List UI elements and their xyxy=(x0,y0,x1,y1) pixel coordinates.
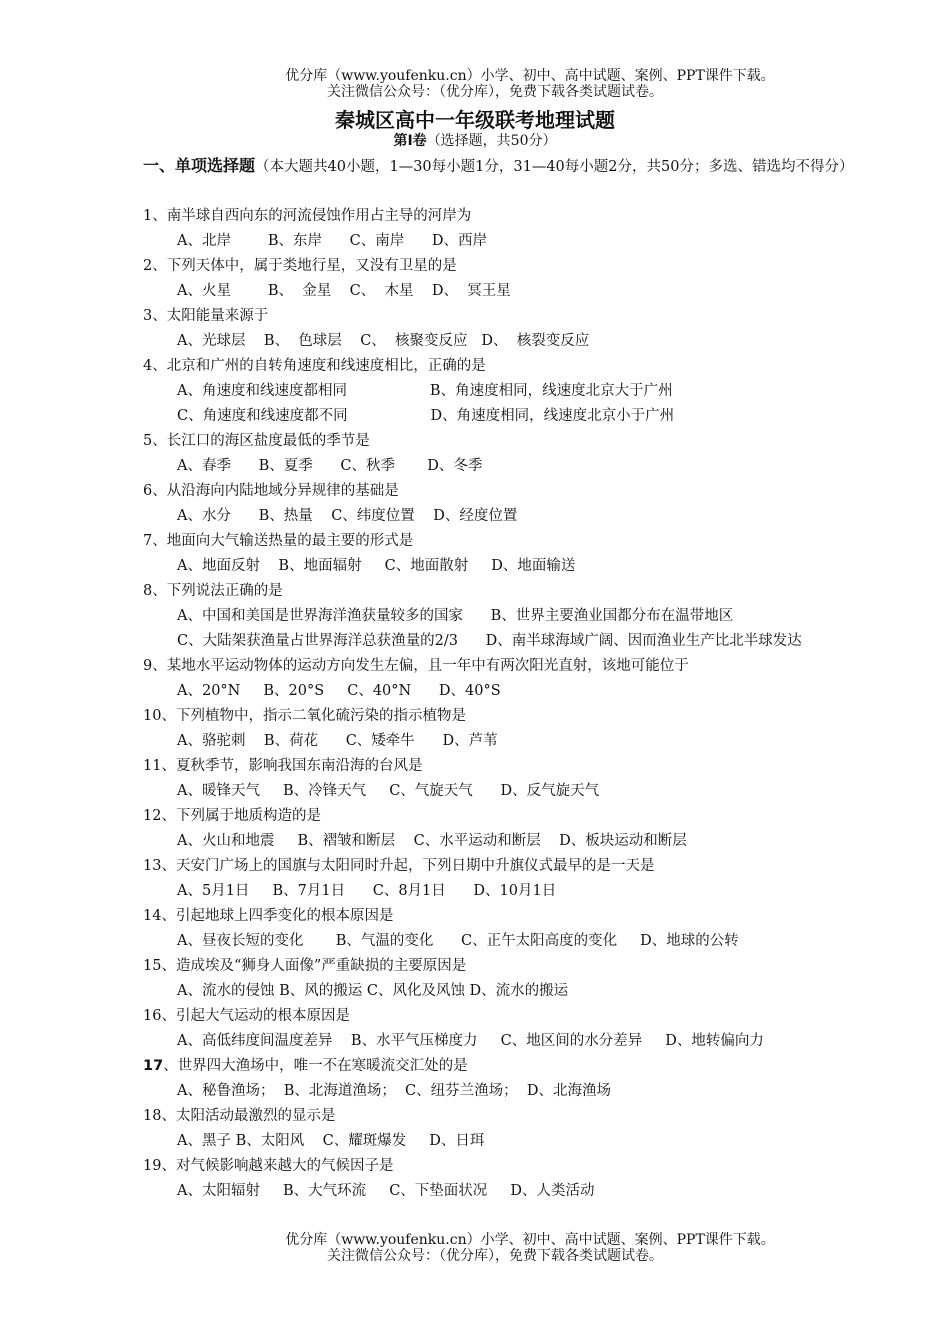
question-stem xyxy=(143,529,933,554)
question-item xyxy=(143,704,933,754)
answer-options: C、角速度和线速度都不同 D、角速度相同，线速度北京小于广州 xyxy=(177,408,675,424)
answer-options: A、火山和地震 B、褶皱和断层 C、水平运动和断层 D、板块运动和断层 xyxy=(177,833,687,849)
question-item xyxy=(143,1004,933,1054)
question-number: 3 xyxy=(143,308,153,324)
answer-options: A、高低纬度间温度差异 B、水平气压梯度力 C、地区间的水分差异 D、地转偏向力 xyxy=(177,1033,764,1049)
header-wechat-line: 关注微信公众号：（优分库），免费下载各类试题试卷。 xyxy=(327,84,663,100)
question-list xyxy=(143,204,933,1204)
question-number: 9 xyxy=(143,658,153,674)
question-text: 、下列属于地质构造的是 xyxy=(161,808,321,824)
question-number: 8 xyxy=(143,583,153,599)
question-text: 、下列植物中，指示二氧化硫污染的指示植物是 xyxy=(161,708,466,724)
question-text: 、太阳能量来源于 xyxy=(152,308,269,324)
question-stem xyxy=(143,854,933,879)
answer-options: A、春季 B、夏季 C、秋季 D、冬季 xyxy=(177,458,483,474)
question-number: 10 xyxy=(143,708,162,724)
question-item xyxy=(143,904,933,954)
question-text: 、世界四大渔场中，唯一不在寒暖流交汇处的是 xyxy=(163,1058,468,1074)
answer-options: A、骆驼刺 B、荷花 C、矮牵牛 D、芦苇 xyxy=(177,733,498,749)
answer-options: A、秘鲁渔场； B、北海道渔场； C、纽芬兰渔场； D、北海渔场 xyxy=(177,1083,611,1099)
answer-options: A、角速度和线速度都相同 B、角速度相同，线速度北京大于广州 xyxy=(177,383,673,399)
question-item xyxy=(143,304,933,354)
answer-options: A、火星 B、 金星 C、 木星 D、 冥王星 xyxy=(177,283,511,299)
question-number: 5 xyxy=(143,433,153,449)
question-text: 、从沿海向内陆地域分异规律的基础是 xyxy=(152,483,399,499)
answer-options: A、中国和美国是世界海洋渔获量较多的国家 B、世界主要渔业国都分布在温带地区 xyxy=(177,608,734,624)
question-text: 、地面向大气输送热量的最主要的形式是 xyxy=(152,533,414,549)
question-item xyxy=(143,954,933,1004)
answer-options: A、黑子 B、太阳风 C、耀斑爆发 D、日珥 xyxy=(177,1133,485,1149)
exam-subtitle xyxy=(0,132,950,150)
question-number: 17 xyxy=(143,1058,164,1074)
question-stem xyxy=(143,804,933,829)
question-stem xyxy=(143,579,933,604)
page-header xyxy=(0,68,950,100)
question-text: 、夏秋季节，影响我国东南沿海的台风是 xyxy=(161,758,423,774)
question-item xyxy=(143,654,933,704)
answer-options: A、昼夜长短的变化 B、气温的变化 C、正午太阳高度的变化 D、地球的公转 xyxy=(177,933,739,949)
answer-options: A、北岸 B、东岸 C、南岸 D、西岸 xyxy=(177,233,488,249)
question-item xyxy=(143,254,933,304)
question-number: 14 xyxy=(143,908,162,924)
question-text: 、北京和广州的自转角速度和线速度相比，正确的是 xyxy=(152,358,486,374)
question-number: 4 xyxy=(143,358,153,374)
question-number: 19 xyxy=(143,1158,162,1174)
footer-promo-line: 优分库（www.youfenku.cn）小学、初中、高中试题、案例、PPT课件下载。 xyxy=(285,1232,775,1248)
question-item xyxy=(143,579,933,654)
question-item xyxy=(143,804,933,854)
question-item xyxy=(143,204,933,254)
question-item xyxy=(143,529,933,579)
question-item xyxy=(143,1104,933,1154)
question-item xyxy=(143,1154,933,1204)
section-heading xyxy=(143,153,918,180)
question-number: 2 xyxy=(143,258,153,274)
question-text: 、造成埃及“狮身人面像”严重缺损的主要原因是 xyxy=(161,958,467,974)
question-stem xyxy=(143,654,933,679)
question-stem xyxy=(143,954,933,979)
question-text: 、引起大气运动的根本原因是 xyxy=(161,1008,350,1024)
question-text: 、下列说法正确的是 xyxy=(152,583,283,599)
question-item xyxy=(143,754,933,804)
question-stem xyxy=(143,204,933,229)
question-number: 18 xyxy=(143,1108,162,1124)
question-text: 、南半球自西向东的河流侵蚀作用占主导的河岸为 xyxy=(152,208,472,224)
answer-options: A、20°N B、20°S C、40°N D、40°S xyxy=(177,683,501,699)
answer-options: C、大陆架获渔量占世界海洋总获渔量的2/3 D、南半球海域广阔、因而渔业生产比北半球发达 xyxy=(177,633,802,649)
question-stem xyxy=(143,1054,933,1079)
section-title: 一、单项选择题 xyxy=(143,156,256,175)
question-stem xyxy=(143,1004,933,1029)
question-item xyxy=(143,354,933,429)
question-number: 16 xyxy=(143,1008,162,1024)
question-stem xyxy=(143,904,933,929)
question-text: 、长江口的海区盐度最低的季节是 xyxy=(152,433,370,449)
question-number: 6 xyxy=(143,483,153,499)
question-item xyxy=(143,479,933,529)
question-stem xyxy=(143,354,933,379)
question-text: 、下列天体中，属于类地行星，又没有卫星的是 xyxy=(152,258,457,274)
answer-options: A、水分 B、热量 C、纬度位置 D、经度位置 xyxy=(177,508,518,524)
question-number: 11 xyxy=(143,758,162,774)
answer-options: A、地面反射 B、地面辐射 C、地面散射 D、地面输送 xyxy=(177,558,576,574)
question-stem xyxy=(143,754,933,779)
question-text: 、太阳活动最激烈的显示是 xyxy=(161,1108,336,1124)
footer-wechat-line: 关注微信公众号：（优分库），免费下载各类试题试卷。 xyxy=(327,1248,663,1264)
question-stem xyxy=(143,254,933,279)
question-number: 12 xyxy=(143,808,162,824)
header-promo-line: 优分库（www.youfenku.cn）小学、初中、高中试题、案例、PPT课件下载。 xyxy=(285,68,775,84)
answer-options: A、5月1日 B、7月1日 C、8月1日 D、10月1日 xyxy=(177,883,557,899)
section-instructions: （本大题共40小题，1—30每小题1分，31—40每小题2分，共50分；多选、错选均不得分） xyxy=(255,159,854,175)
question-stem xyxy=(143,1104,933,1129)
question-item xyxy=(143,429,933,479)
question-number: 13 xyxy=(143,858,162,874)
answer-options: A、暖锋天气 B、冷锋天气 C、气旋天气 D、反气旋天气 xyxy=(177,783,600,799)
question-stem xyxy=(143,479,933,504)
question-text: 、某地水平运动物体的运动方向发生左偏，且一年中有两次阳光直射，该地可能位于 xyxy=(152,658,689,674)
question-text: 、引起地球上四季变化的根本原因是 xyxy=(161,908,394,924)
question-text: 、天安门广场上的国旗与太阳同时升起，下列日期中升旗仪式最早的是一天是 xyxy=(161,858,655,874)
answer-options: A、流水的侵蚀 B、风的搬运 C、风化及风蚀 D、流水的搬运 xyxy=(177,983,569,999)
page-footer xyxy=(0,1232,950,1264)
question-item xyxy=(143,854,933,904)
exam-title: 秦城区高中一年级联考地理试题 xyxy=(335,108,615,132)
question-number: 15 xyxy=(143,958,162,974)
question-number: 7 xyxy=(143,533,153,549)
question-stem xyxy=(143,1154,933,1179)
question-text: 、对气候影响越来越大的气候因子是 xyxy=(161,1158,394,1174)
volume-note: （选择题，共50分） xyxy=(426,133,557,149)
answer-options: A、光球层 B、 色球层 C、 核聚变反应 D、 核裂变反应 xyxy=(177,333,590,349)
question-number: 1 xyxy=(143,208,153,224)
volume-label: 第Ⅰ卷 xyxy=(393,133,427,149)
question-stem xyxy=(143,429,933,454)
question-item xyxy=(143,1054,933,1104)
question-stem xyxy=(143,304,933,329)
question-stem xyxy=(143,704,933,729)
answer-options: A、太阳辐射 B、大气环流 C、下垫面状况 D、人类活动 xyxy=(177,1183,595,1199)
